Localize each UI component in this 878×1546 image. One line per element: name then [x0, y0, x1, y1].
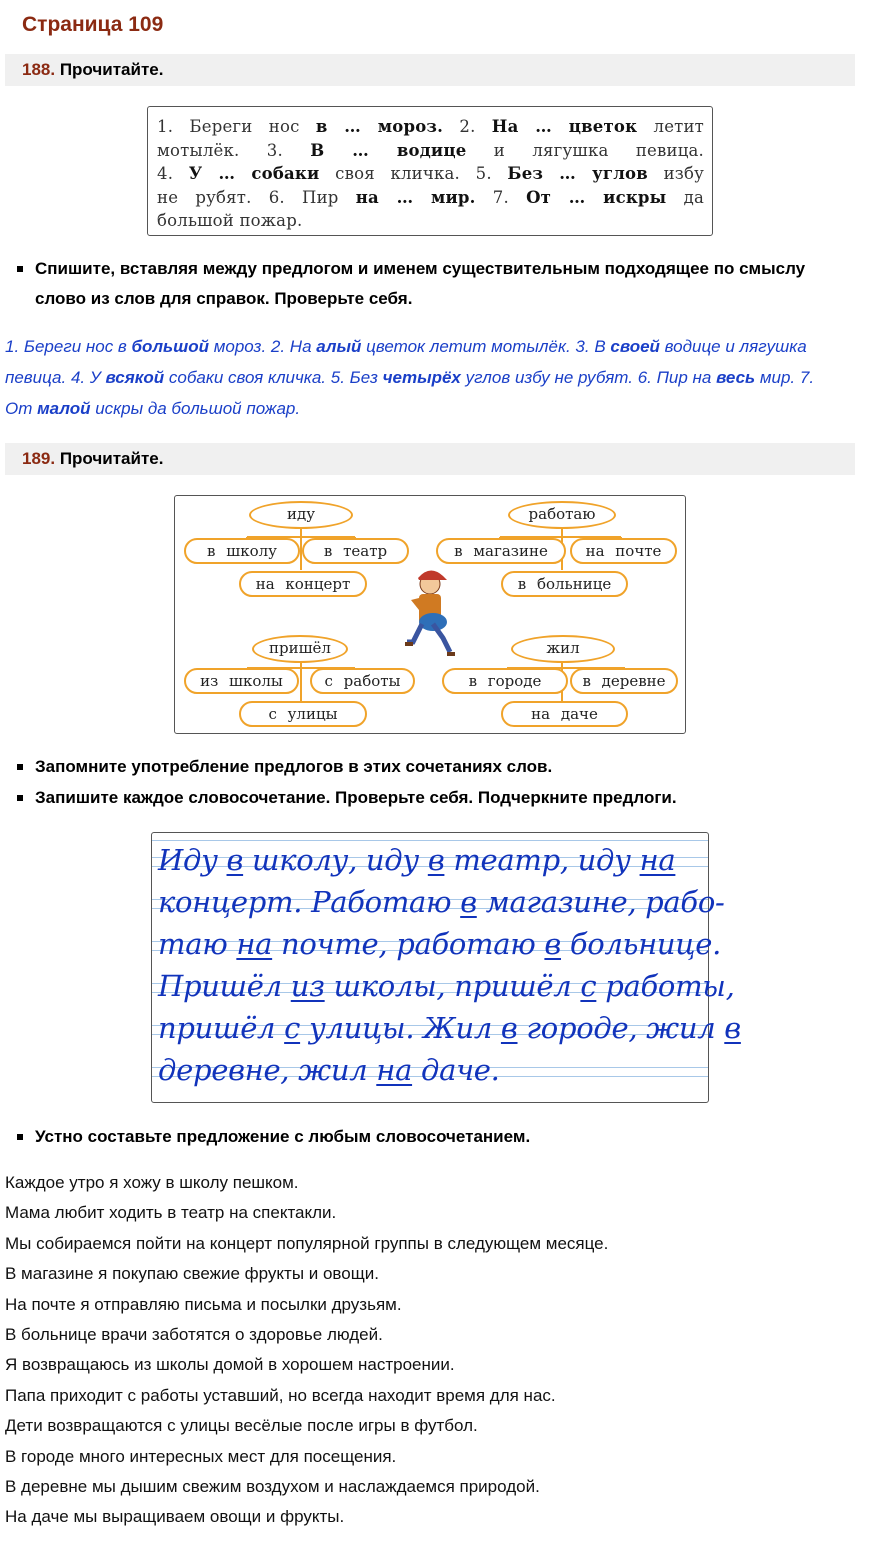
- handwritten-text-part: даче.: [412, 1053, 500, 1087]
- instruction-189-3-text: Устно составьте предложение с любым словосочетанием.: [35, 1127, 531, 1146]
- exercise-text: своя кличка. 5.: [319, 164, 508, 183]
- diagram-connectors: [175, 496, 687, 735]
- diagram-item: с работы: [310, 668, 415, 694]
- handwritten-text-part: больнице.: [560, 927, 722, 961]
- underlined-preposition: из: [290, 969, 325, 1003]
- example-sentence: Мама любит ходить в театр на спектакли.: [5, 1203, 337, 1223]
- handwritten-text-part: концерт. Работаю: [158, 885, 461, 919]
- exercise-bold-phrase: На … цветок: [491, 117, 638, 136]
- bullet-icon: [17, 266, 23, 272]
- answer-inserted-word: всякой: [105, 368, 165, 387]
- instruction-189-3: [15, 1122, 845, 1152]
- word-combination-diagram: [174, 495, 686, 734]
- exercise-text: не рубят. 6. Пир: [157, 187, 356, 207]
- instruction-188: [15, 254, 845, 314]
- handwritten-text-part: театр, иду: [444, 843, 640, 877]
- exercise-line: [157, 115, 704, 139]
- underlined-preposition: в: [544, 927, 561, 961]
- diagram-item: в больнице: [501, 571, 628, 597]
- instruction-189-2: [15, 783, 845, 813]
- task-188-number: 188.: [22, 60, 56, 79]
- answer-inserted-word: большой: [131, 337, 209, 356]
- answer-inserted-word: малой: [37, 399, 91, 418]
- page-title: Страница 109: [22, 13, 164, 36]
- exercise-text: избу: [647, 164, 705, 183]
- task-188-title: Прочитайте.: [59, 60, 164, 79]
- handwritten-text-part: городе, жил: [517, 1011, 725, 1045]
- answer-inserted-word: весь: [716, 368, 756, 387]
- diagram-item: на концерт: [239, 571, 367, 597]
- exercise-text: да: [666, 187, 704, 207]
- answer-inserted-word: алый: [316, 337, 362, 356]
- underlined-preposition: в: [226, 843, 244, 877]
- underlined-preposition: на: [236, 927, 273, 961]
- underlined-preposition: в: [460, 885, 477, 919]
- answer-text: 1. Береги нос в: [5, 337, 132, 356]
- handwritten-text-part: работы,: [596, 969, 735, 1003]
- example-sentence: Мы собираемся пойти на концерт популярной группы в следующем месяце.: [5, 1233, 609, 1253]
- exercise-bold-phrase: на … мир.: [355, 187, 476, 207]
- diagram-item: в деревне: [570, 668, 678, 694]
- diagram-item: в школу: [184, 538, 300, 564]
- diagram-item: в городе: [442, 668, 568, 694]
- example-sentence: На даче мы выращиваем овощи и фрукты.: [5, 1507, 345, 1527]
- answer-inserted-word: четырёх: [382, 368, 461, 387]
- underlined-preposition: на: [376, 1053, 413, 1087]
- exercise-bold-phrase: От … искры: [526, 187, 667, 207]
- answer-text: собаки своя кличка. 5. Без: [164, 368, 383, 387]
- bullet-icon: [17, 764, 23, 770]
- bullet-icon: [17, 1134, 23, 1140]
- example-sentence: В городе много интересных мест для посещения.: [5, 1446, 397, 1466]
- exercise-line: [157, 209, 704, 233]
- example-sentence: В магазине я покупаю свежие фрукты и овощи.: [5, 1264, 379, 1284]
- answer-text: мир. 7. От: [5, 368, 815, 418]
- task-188-header: [5, 54, 855, 86]
- example-sentence: Я возвращаюсь из школы домой в хорошем настроении.: [5, 1355, 455, 1375]
- exercise-line: [157, 162, 704, 186]
- handwritten-text: [158, 839, 741, 1091]
- handwritten-line: [158, 965, 735, 1007]
- answer-text: мороз. 2. На: [209, 337, 317, 356]
- handwritten-text-part: почте, работаю: [272, 927, 545, 961]
- boy-with-bag-illustration: [405, 570, 455, 654]
- exercise-text: и лягушка певица.: [466, 140, 704, 160]
- handwritten-line: [158, 1007, 741, 1049]
- handwritten-text-part: улицы. Жил: [300, 1011, 501, 1045]
- diagram-item: в магазине: [436, 538, 566, 564]
- answer-text: цветок летит мотылёк. 3. В: [361, 337, 611, 356]
- diagram-item: на даче: [501, 701, 628, 727]
- handwritten-text-part: таю: [158, 927, 237, 961]
- bullet-icon: [17, 795, 23, 801]
- exercise-line: [157, 186, 704, 210]
- answer-inserted-word: своей: [610, 337, 660, 356]
- handwritten-line: [158, 839, 708, 881]
- instruction-189-2-text: Запишите каждое словосочетание. Проверьте себя. Подчеркните предлоги.: [35, 788, 677, 807]
- example-sentence: В больнице врачи заботятся о здоровье людей.: [5, 1325, 383, 1345]
- exercise-bold-phrase: У … собаки: [188, 164, 320, 183]
- diagram-item: с улицы: [239, 701, 367, 727]
- underlined-preposition: в: [724, 1011, 741, 1045]
- handwritten-text-part: деревне, жил: [158, 1053, 377, 1087]
- handwritten-line: [158, 923, 722, 965]
- diagram-item: из школы: [184, 668, 299, 694]
- task-189-title: Прочитайте.: [59, 449, 164, 468]
- task-189-number: 189.: [22, 449, 56, 468]
- exercise-bold-phrase: Без … углов: [507, 164, 648, 183]
- exercise-text: мотылёк. 3.: [157, 140, 311, 160]
- task-189-header: [5, 443, 855, 475]
- diagram-head-rabotayu: работаю: [508, 501, 616, 529]
- underlined-preposition: с: [284, 1011, 301, 1045]
- diagram-item: на почте: [570, 538, 677, 564]
- example-sentence: Папа приходит с работы уставший, но всегда находит время для нас.: [5, 1385, 556, 1405]
- answer-text: водице и лягушка певица. 4. У: [5, 337, 807, 387]
- handwritten-text-part: пришёл: [158, 1011, 285, 1045]
- underlined-preposition: с: [580, 969, 597, 1003]
- instruction-189-1-text: Запомните употребление предлогов в этих сочетаниях слов.: [35, 757, 553, 776]
- instruction-188-text: Спишите, вставляя между предлогом и именем существительным подходящее по смыслу слово из слов для справок. Проверьте себя.: [35, 259, 806, 308]
- handwritten-text-part: магазине, рабо-: [476, 885, 725, 919]
- handwritten-line: [158, 1049, 708, 1091]
- exercise-text: 4.: [157, 164, 189, 183]
- exercise-text: 1. Береги нос: [157, 117, 316, 136]
- handwritten-line: [158, 881, 725, 923]
- handwritten-text-part: школу, иду: [243, 843, 428, 877]
- underlined-preposition: в: [427, 843, 445, 877]
- example-sentence: В деревне мы дышим свежим воздухом и наслаждаемся природой.: [5, 1477, 540, 1497]
- answer-188: [5, 331, 845, 424]
- exercise-188-text: [147, 106, 713, 236]
- exercise-text: летит: [637, 117, 705, 136]
- exercise-text: 2.: [443, 117, 492, 136]
- example-sentences: [5, 1168, 865, 1533]
- diagram-head-prishel: пришёл: [252, 635, 348, 663]
- exercise-text: 7.: [475, 187, 527, 207]
- answer-text: искры да большой пожар.: [90, 399, 301, 418]
- instruction-189-1: [15, 752, 845, 782]
- handwritten-text-part: Пришёл: [158, 969, 291, 1003]
- diagram-head-idu: иду: [249, 501, 353, 529]
- answer-text: углов избу не рубят. 6. Пир на: [460, 368, 717, 387]
- underlined-preposition: в: [500, 1011, 518, 1045]
- handwritten-answer-189: [151, 832, 741, 1103]
- example-sentence: Каждое утро я хожу в школу пешком.: [5, 1173, 299, 1192]
- underlined-preposition: на: [639, 843, 676, 877]
- exercise-line: [157, 139, 704, 163]
- exercise-text: большой пожар.: [157, 211, 303, 230]
- example-sentence: На почте я отправляю письма и посылки друзьям.: [5, 1294, 402, 1314]
- diagram-item: в театр: [302, 538, 409, 564]
- diagram-head-zhil: жил: [511, 635, 615, 663]
- exercise-bold-phrase: В … водице: [310, 140, 467, 160]
- handwritten-text-part: школы, пришёл: [324, 969, 581, 1003]
- handwritten-text-part: Иду: [158, 843, 227, 877]
- exercise-bold-phrase: в … мороз.: [315, 117, 444, 136]
- example-sentence: Дети возвращаются с улицы весёлые после игры в футбол.: [5, 1416, 478, 1436]
